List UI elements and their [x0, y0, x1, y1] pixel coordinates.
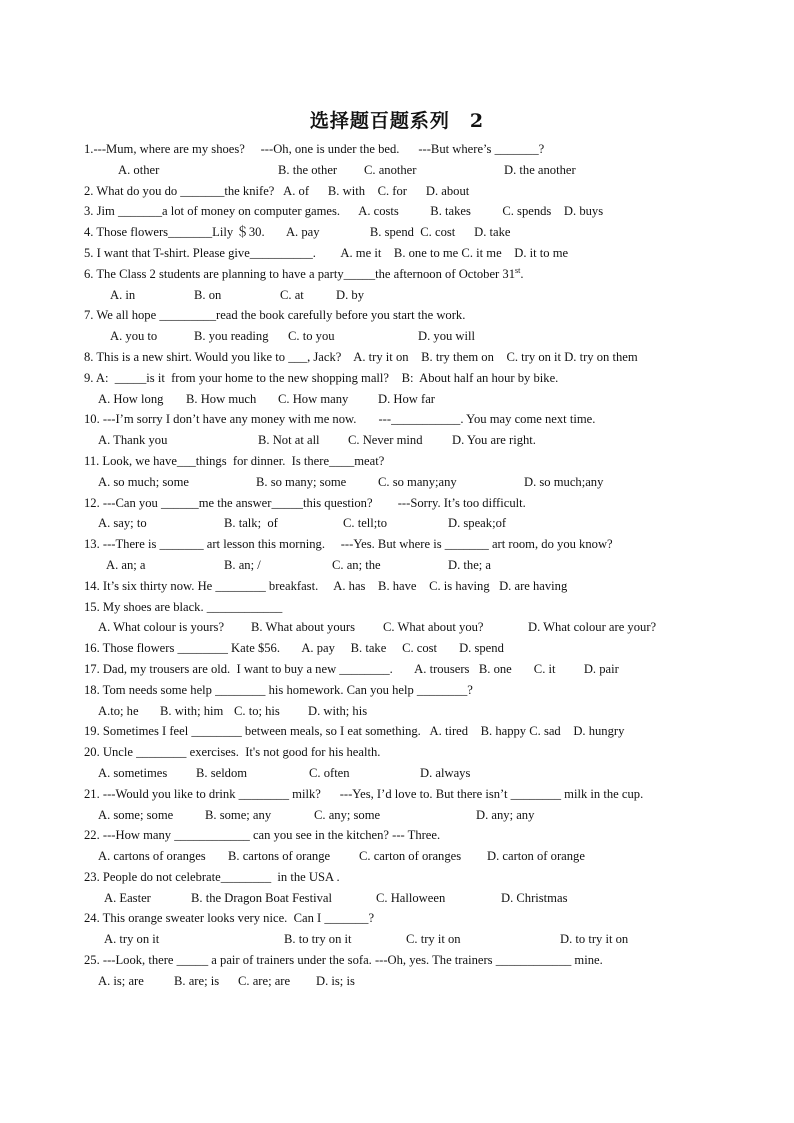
options-row [84, 326, 724, 347]
option-a: A. so much; some [98, 474, 189, 489]
question-12 [84, 493, 724, 514]
option-c: C. Never mind [348, 433, 423, 448]
question-text: 14. It’s six thirty now. He ________ breakfast. A. has B. have C. is having D. are having [84, 578, 568, 593]
question-25 [84, 950, 724, 971]
question-text: 12. ---Can you ______me the answer_____this question? ---Sorry. It’s too difficult. [84, 495, 526, 510]
options-row [84, 846, 724, 867]
option-b: B. How much [186, 391, 257, 406]
question-11 [84, 451, 724, 472]
option-c: C. tell;to [343, 516, 388, 531]
option-d: D. Christmas [501, 890, 568, 905]
question-list [84, 139, 724, 992]
option-c: C. to; his [234, 703, 280, 718]
option-d: D. by [336, 287, 364, 302]
option-c: C. another [364, 162, 417, 177]
option-c: C. are; are [238, 973, 291, 988]
question-text: 4. Those flowers_______Lily ＄30. A. pay B. spend C. cost D. take [84, 225, 511, 240]
question-text: 6. The Class 2 students are planning to have a party_____the afternoon of October 31 [84, 266, 515, 281]
option-b: B. to try on it [284, 932, 352, 947]
question-text: 5. I want that T-shirt. Please give__________. A. me it B. one to me C. it me D. it to me [84, 245, 569, 260]
question-3 [84, 201, 724, 222]
option-d: D. You are right. [452, 433, 536, 448]
option-b: B. the other [278, 162, 338, 177]
option-d: D. you will [418, 329, 476, 344]
question-text: 11. Look, we have___things for dinner. Is there____meat? [84, 453, 385, 468]
question-20 [84, 742, 724, 763]
option-d: D. is; is [316, 973, 355, 988]
page-title: 选择题百题系列 2 [309, 110, 485, 132]
question-text: 3. Jim _______a lot of money on computer games. A. costs B. takes C. spends D. buys [84, 204, 604, 219]
question-1 [84, 139, 724, 160]
question-14 [84, 576, 724, 597]
question-text: 17. Dad, my trousers are old. I want to buy a new ________. A. trousers B. one C. it D. pair [84, 661, 619, 676]
option-b: B. on [194, 287, 222, 302]
option-c: C. How many [278, 391, 349, 406]
option-b: B. seldom [196, 765, 248, 780]
question-19 [84, 721, 724, 742]
question-8 [84, 347, 724, 368]
question-text: 13. ---There is _______ art lesson this morning. ---Yes. But where is _______ art room, do you know? [84, 537, 613, 552]
option-b: B. you reading [194, 329, 269, 344]
question-15 [84, 597, 724, 618]
question-text: 15. My shoes are black. ____________ [84, 599, 283, 614]
option-c: C. so many;any [378, 474, 457, 489]
options-row [84, 929, 724, 950]
option-d: D. always [420, 765, 471, 780]
option-a: A.to; he [98, 703, 139, 718]
question-2 [84, 181, 724, 202]
question-text: 9. A: _____is it from your home to the new shopping mall? B: About half an hour by bike. [84, 370, 559, 385]
option-b: B. with; him [160, 703, 224, 718]
option-d: D. How far [378, 391, 436, 406]
option-b: B. Not at all [258, 433, 320, 448]
options-row [84, 430, 724, 451]
option-a: A. Thank you [98, 433, 168, 448]
question-18 [84, 680, 724, 701]
option-c: C. carton of oranges [359, 849, 462, 864]
question-4 [84, 222, 724, 243]
question-21 [84, 784, 724, 805]
option-a: A. Easter [104, 890, 151, 905]
option-d: D. What colour are your? [528, 620, 657, 635]
option-c: C. to you [288, 329, 335, 344]
option-b: B. are; is [174, 973, 220, 988]
option-d: D. any; any [476, 807, 535, 822]
options-row [84, 472, 724, 493]
option-c: C. any; some [314, 807, 381, 822]
option-a: A. you to [110, 329, 158, 344]
question-6 [84, 264, 724, 285]
option-a: A. try on it [104, 932, 160, 947]
question-text: 18. Tom needs some help ________ his homework. Can you help ________? [84, 682, 473, 697]
question-text: 1.---Mum, where are my shoes? ---Oh, one is under the bed. ---But where’s _______? [84, 142, 545, 156]
question-10 [84, 409, 724, 430]
options-row [84, 389, 724, 410]
option-d: D. speak;of [448, 516, 507, 531]
option-a: A. What colour is yours? [98, 620, 225, 635]
question-text: 21. ---Would you like to drink ________ milk? ---Yes, I’d love to. But there isn’t ________ milk in the cup. [84, 786, 644, 801]
ordinal-suffix: st [515, 265, 521, 275]
question-22 [84, 825, 724, 846]
option-c: C. at [280, 287, 304, 302]
question-text: 2. What do you do _______the knife? A. of B. with C. for D. about [84, 183, 470, 198]
question-text: 24. This orange sweater looks very nice. Can I _______? [84, 911, 375, 926]
option-c: C. try it on [406, 932, 461, 947]
option-d: D. so much;any [524, 474, 604, 489]
option-b: B. cartons of orange [228, 849, 331, 864]
options-row [84, 285, 724, 306]
question-5 [84, 243, 724, 264]
option-a: A. is; are [98, 973, 144, 988]
question-text: 10. ---I’m sorry I don’t have any money with me now. ---___________. You may come next time. [84, 412, 596, 427]
option-d: D. with; his [308, 703, 368, 718]
options-row [84, 763, 724, 784]
question-text: 23. People do not celebrate________ in the USA . [84, 869, 340, 884]
question-text: 16. Those flowers ________ Kate $56. A. pay B. take C. cost D. spend [84, 641, 504, 656]
option-d: D. the; a [448, 557, 492, 572]
option-b: B. What about yours [251, 620, 356, 635]
question-9 [84, 368, 724, 389]
question-tail: . [520, 266, 524, 281]
question-24 [84, 908, 724, 929]
option-a: A. How long [98, 391, 164, 406]
option-b: B. the Dragon Boat Festival [191, 890, 332, 905]
question-text: 8. This is a new shirt. Would you like to ___, Jack? A. try it on B. try them on C. try on it D. try on them [84, 349, 638, 364]
option-d: D. carton of orange [487, 849, 585, 864]
question-text: 19. Sometimes I feel ________ between meals, so I eat something. A. tired B. happy C. sad D. hungry [84, 724, 625, 739]
option-a: A. say; to [98, 516, 147, 531]
options-row [84, 555, 724, 576]
question-17 [84, 659, 724, 680]
question-13 [84, 534, 724, 555]
option-d: D. the another [504, 162, 576, 177]
option-d: D. to try it on [560, 932, 629, 947]
option-c: C. an; the [332, 557, 381, 572]
question-text: 22. ---How many ____________ can you see in the kitchen? --- Three. [84, 828, 441, 843]
option-b: B. an; / [224, 557, 261, 572]
question-text: 20. Uncle ________ exercises. It's not good for his health. [84, 745, 381, 760]
question-text: 7. We all hope _________read the book carefully before you start the work. [84, 308, 466, 323]
option-a: A. an; a [106, 557, 146, 572]
option-a: A. in [110, 287, 136, 302]
question-text: 25. ---Look, there _____ a pair of trainers under the sofa. ---Oh, yes. The trainers ____________ mine. [84, 953, 603, 968]
options-row [84, 513, 724, 534]
option-a: A. some; some [98, 807, 174, 822]
option-b: B. talk; of [224, 516, 278, 531]
option-a: A. cartons of oranges [98, 849, 206, 864]
option-c: C. Halloween [376, 890, 446, 905]
options-row [84, 701, 724, 722]
option-c: C. What about you? [383, 620, 484, 635]
options-row [84, 805, 724, 826]
option-a: A. other [118, 162, 160, 177]
question-16 [84, 638, 724, 659]
options-row [84, 617, 724, 638]
option-b: B. some; any [205, 807, 272, 822]
option-b: B. so many; some [256, 474, 347, 489]
options-row [84, 971, 724, 992]
option-a: A. sometimes [98, 765, 168, 780]
option-c: C. often [309, 765, 350, 780]
question-23 [84, 867, 724, 888]
question-7 [84, 305, 724, 326]
options-row [84, 160, 724, 181]
options-row [84, 888, 724, 909]
